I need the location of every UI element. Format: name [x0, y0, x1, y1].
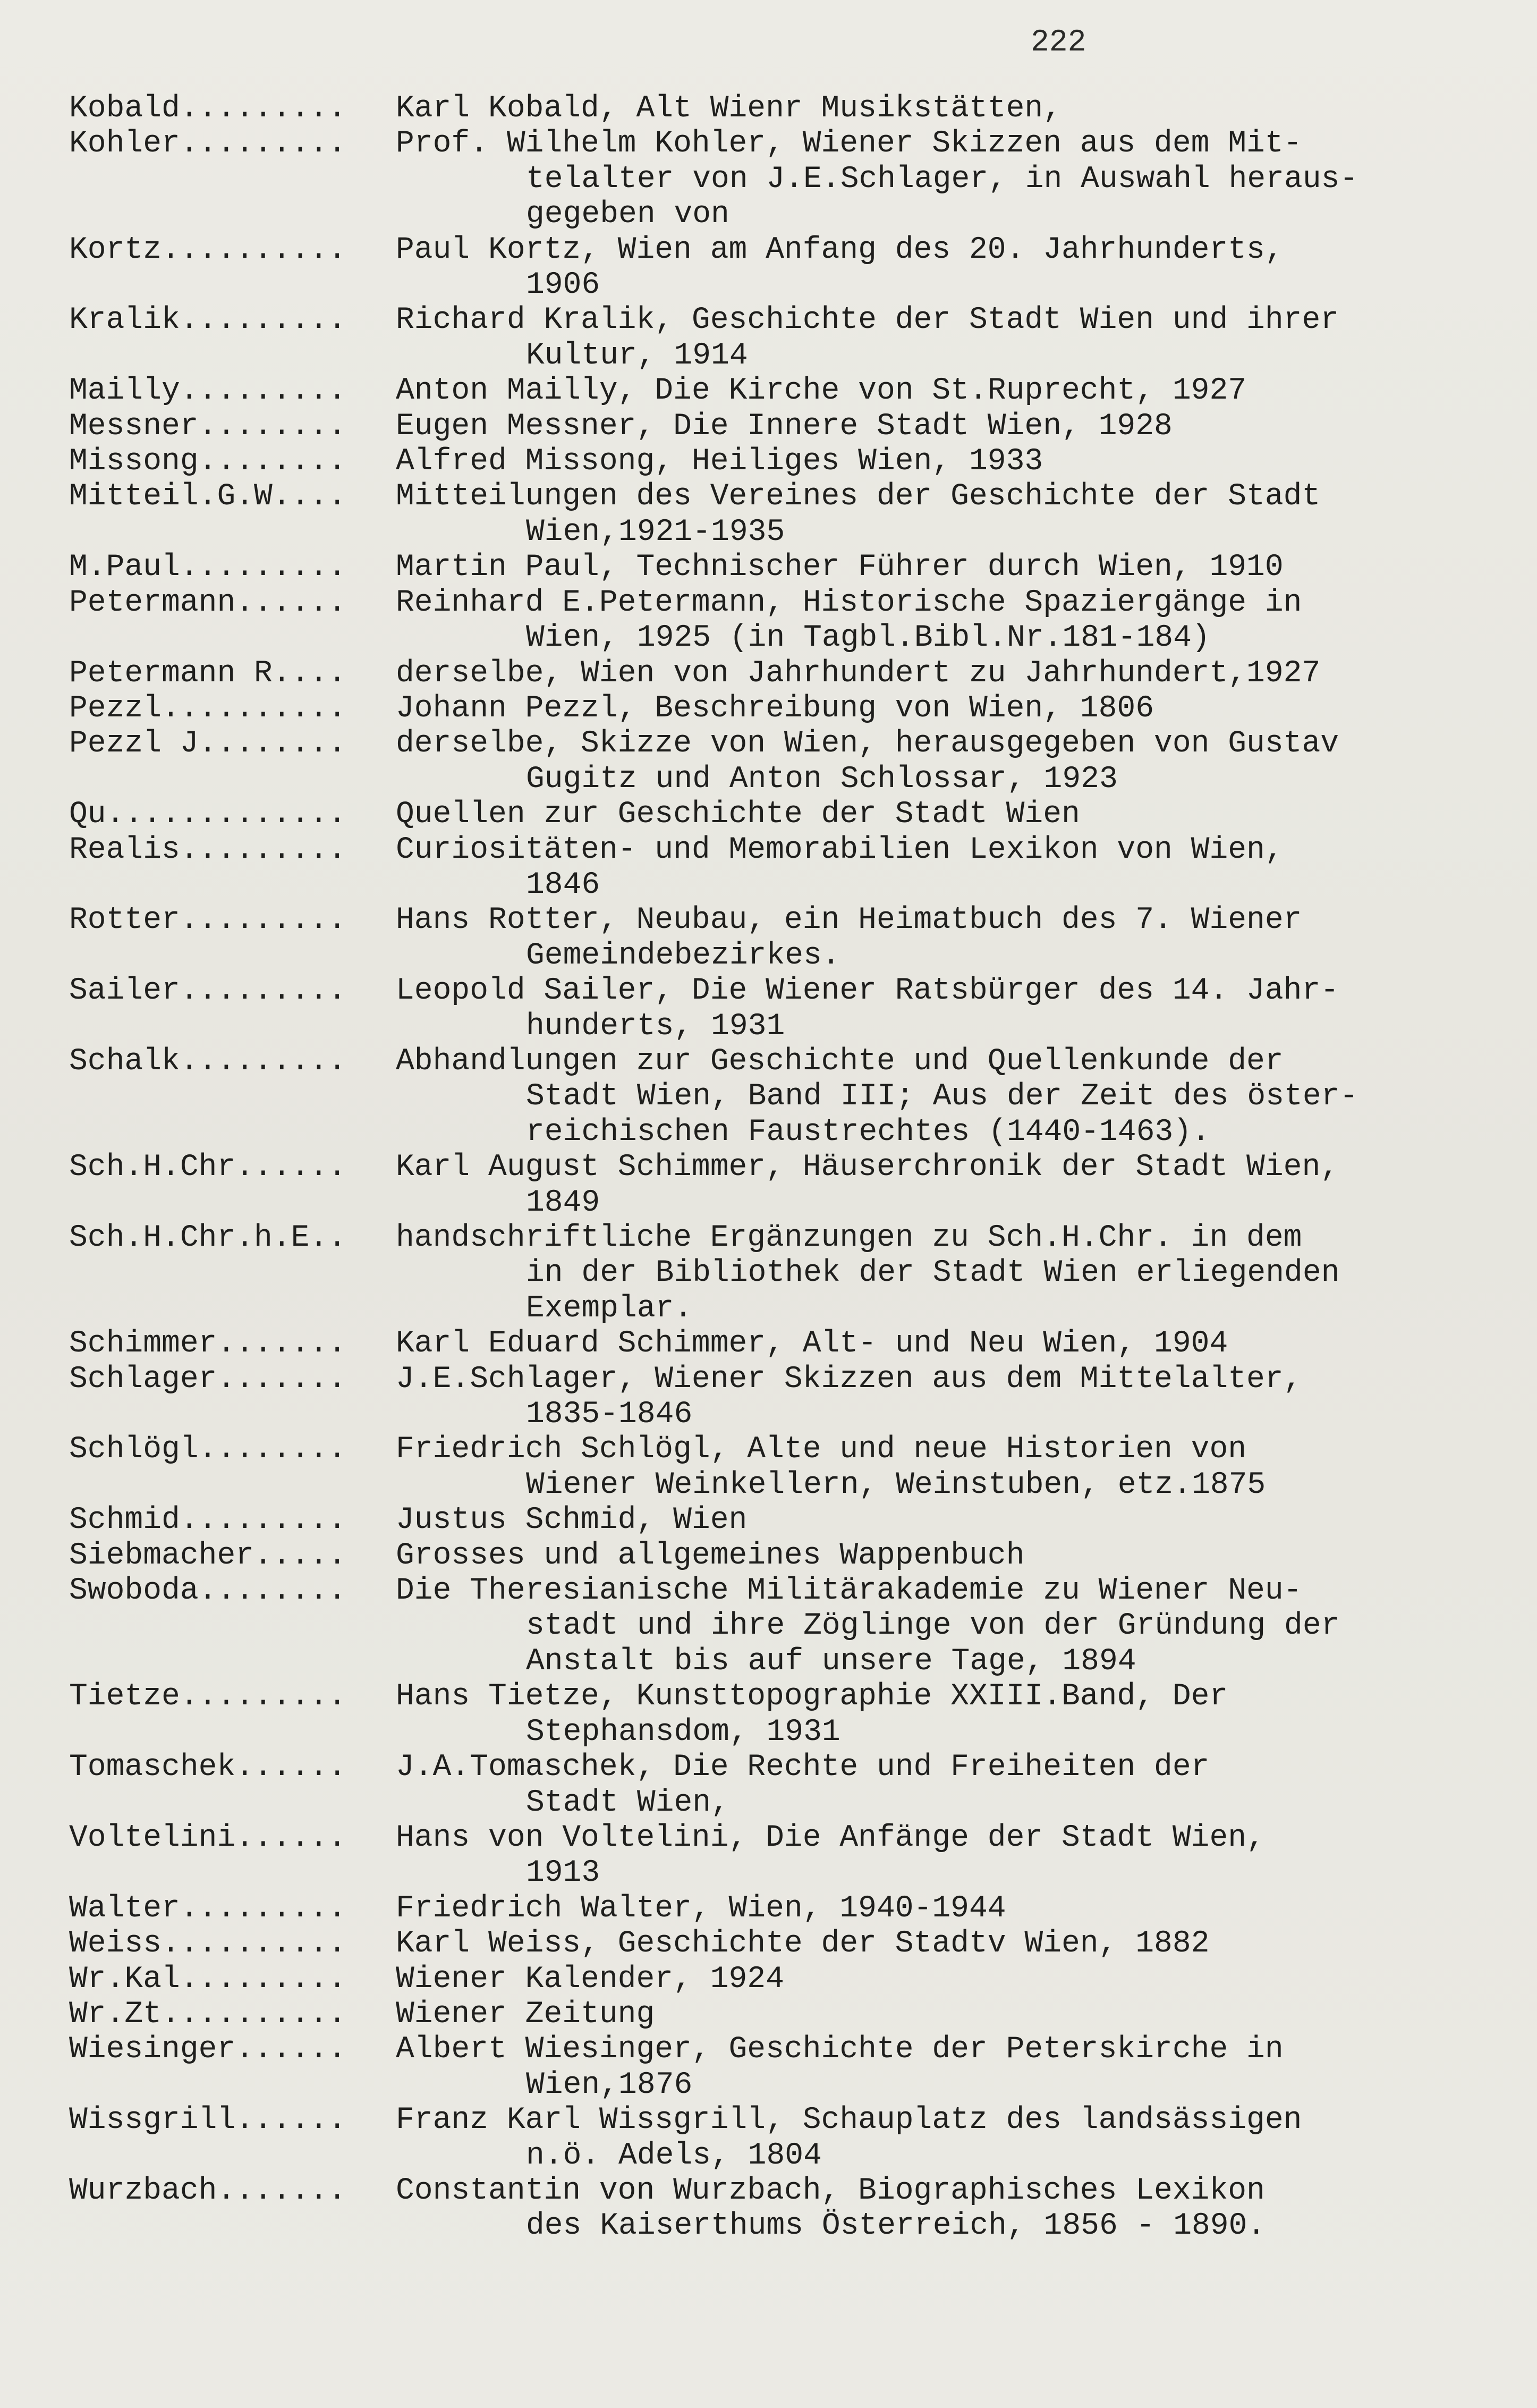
bibliography-entry — [69, 1927, 1493, 1962]
entry-description — [396, 1539, 1493, 1574]
bibliography-entry — [69, 374, 1493, 409]
entry-continuation-line: Exemplar. — [526, 1291, 693, 1326]
entry-continuation-line: des Kaiserthums Österreich, 1856 - 1890. — [526, 2209, 1266, 2244]
entry-description-line: Anton Mailly, Die Kirche von St.Ruprecht, 1927 — [396, 374, 1247, 409]
entry-continuation-line: 1906 — [526, 268, 600, 303]
bibliography-entry — [69, 1150, 1493, 1221]
bibliography-entry — [69, 126, 1493, 232]
entry-description-line: Mitteilungen des Vereines der Geschichte der Stadt — [396, 479, 1321, 514]
entry-continuation-line: Gemeindebezirkes. — [526, 938, 840, 973]
entry-abbreviation: Schimmer....... — [69, 1326, 347, 1362]
entry-description — [396, 691, 1493, 726]
entry-description — [396, 303, 1493, 374]
entry-continuation-line: hunderts, 1931 — [526, 1009, 785, 1044]
entry-description-line: Leopold Sailer, Die Wiener Ratsbürger des 14. Jahr- — [396, 974, 1339, 1009]
entry-abbreviation: Schmid......... — [69, 1503, 347, 1538]
entry-abbreviation: Tietze......... — [69, 1679, 347, 1714]
entry-abbreviation: Wurzbach....... — [69, 2173, 347, 2208]
entry-abbreviation: Qu............. — [69, 797, 347, 832]
entry-description-line: Karl Weiss, Geschichte der Stadtv Wien, 1882 — [396, 1927, 1210, 1962]
entry-abbreviation: Voltelini...... — [69, 1820, 347, 1855]
entry-description-line: Reinhard E.Petermann, Historische Spaziergänge in — [396, 585, 1302, 620]
entry-description-line: Karl August Schimmer, Häuserchronik der Stadt Wien, — [396, 1150, 1339, 1185]
entry-description — [396, 726, 1493, 797]
entry-description — [396, 2174, 1493, 2244]
entry-abbreviation: Schlager....... — [69, 1362, 347, 1397]
entry-abbreviation: Sch.H.Chr...... — [69, 1150, 347, 1185]
entry-abbreviation: Kortz.......... — [69, 232, 347, 267]
entry-description-line: Karl Kobald, Alt Wienr Musikstätten, — [396, 91, 1062, 126]
entry-description — [396, 444, 1493, 479]
entry-description — [396, 2032, 1493, 2103]
bibliography-entry — [69, 797, 1493, 832]
entry-description — [396, 1679, 1493, 1750]
entry-description-line: Hans Tietze, Kunsttopographie XXIII.Band, Der — [396, 1679, 1228, 1714]
bibliography-entry — [69, 233, 1493, 303]
bibliography-entry — [69, 444, 1493, 479]
entry-description — [396, 374, 1493, 409]
entry-continuation-line: Stadt Wien, Band III; Aus der Zeit des öster- — [526, 1079, 1358, 1114]
bibliography-entry — [69, 1750, 1493, 1821]
entry-abbreviation: Missong........ — [69, 444, 347, 479]
entry-abbreviation: M.Paul......... — [69, 550, 347, 585]
entry-description-line: Constantin von Wurzbach, Biographisches Lexikon — [396, 2173, 1265, 2208]
entry-abbreviation: Messner........ — [69, 409, 347, 444]
entry-description-line: Johann Pezzl, Beschreibung von Wien, 1806 — [396, 691, 1154, 726]
entry-abbreviation: Realis......... — [69, 832, 347, 867]
entry-description — [396, 233, 1493, 303]
entry-description-line: Albert Wiesinger, Geschichte der Peterskirche in — [396, 2032, 1284, 2067]
entry-continuation-line: Kultur, 1914 — [526, 338, 748, 373]
bibliography-entry — [69, 1997, 1493, 2032]
bibliography-entry — [69, 1962, 1493, 1997]
bibliography-entry — [69, 91, 1493, 126]
entry-description — [396, 1927, 1493, 1962]
entry-description — [396, 656, 1493, 691]
entry-description — [396, 797, 1493, 832]
entry-description-line: Quellen zur Geschichte der Stadt Wien — [396, 797, 1080, 832]
entry-abbreviation: Schalk......... — [69, 1044, 347, 1079]
entry-description — [396, 1326, 1493, 1362]
entry-continuation-line: Stephansdom, 1931 — [526, 1714, 840, 1750]
bibliography-entry — [69, 2032, 1493, 2103]
page-number: 222 — [1031, 26, 1086, 60]
bibliography-entry — [69, 1539, 1493, 1574]
entry-continuation-line: gegeben von — [526, 197, 729, 232]
entry-continuation-line: 1849 — [526, 1185, 600, 1220]
bibliography-entry — [69, 833, 1493, 903]
entry-continuation-line: telalter von J.E.Schlager, in Auswahl heraus- — [526, 162, 1358, 197]
entry-description — [396, 1221, 1493, 1326]
entry-abbreviation: Weiss.......... — [69, 1927, 347, 1962]
entry-continuation-line: 1835-1846 — [526, 1397, 693, 1432]
entry-description-line: Die Theresianische Militärakademie zu Wiener Neu- — [396, 1574, 1302, 1609]
bibliography-entry — [69, 1574, 1493, 1679]
entry-continuation-line: Wiener Weinkellern, Weinstuben, etz.1875 — [526, 1467, 1266, 1502]
entry-continuation-line: stadt und ihre Zöglinge von der Gründung der — [526, 1609, 1340, 1644]
bibliography-entry — [69, 1044, 1493, 1150]
entry-description-line: Wiener Kalender, 1924 — [396, 1962, 784, 1997]
entry-continuation-line: in der Bibliothek der Stadt Wien erliegenden — [526, 1256, 1340, 1291]
bibliography-entry — [69, 903, 1493, 974]
bibliography-entry — [69, 1891, 1493, 1927]
entry-description-line: handschriftliche Ergänzungen zu Sch.H.Chr. in dem — [396, 1221, 1302, 1255]
entry-abbreviation: Schlögl........ — [69, 1432, 347, 1467]
bibliography-entry — [69, 726, 1493, 797]
entry-description-line: Martin Paul, Technischer Führer durch Wien, 1910 — [396, 550, 1284, 585]
entry-continuation-line: Wien,1921-1935 — [526, 514, 785, 550]
entry-abbreviation: Pezzl.......... — [69, 691, 347, 726]
entry-description — [396, 1821, 1493, 1891]
bibliography-entry — [69, 1432, 1493, 1503]
entry-continuation-line: Wien, 1925 (in Tagbl.Bibl.Nr.181-184) — [526, 621, 1210, 656]
bibliography-entry — [69, 2174, 1493, 2244]
entry-description — [396, 409, 1493, 444]
bibliography-entry — [69, 691, 1493, 726]
bibliography-entry — [69, 1821, 1493, 1891]
entry-description-line: Paul Kortz, Wien am Anfang des 20. Jahrhunderts, — [396, 232, 1284, 267]
entry-description-line: Curiositäten- und Memorabilien Lexikon von Wien, — [396, 832, 1284, 867]
entry-abbreviation: Swoboda........ — [69, 1574, 347, 1609]
entry-description-line: derselbe, Wien von Jahrhundert zu Jahrhundert,1927 — [396, 656, 1321, 691]
bibliography-list — [69, 91, 1493, 2244]
entry-description-line: Richard Kralik, Geschichte der Stadt Wien und ihrer — [396, 303, 1339, 338]
entry-abbreviation: Pezzl J........ — [69, 726, 347, 762]
entry-abbreviation: Wissgrill...... — [69, 2103, 347, 2138]
entry-abbreviation: Rotter......... — [69, 903, 347, 938]
entry-continuation-line: 1913 — [526, 1856, 600, 1891]
entry-abbreviation: Petermann...... — [69, 585, 347, 620]
entry-description-line: Hans von Voltelini, Die Anfänge der Stadt Wien, — [396, 1820, 1265, 1855]
bibliography-entry — [69, 303, 1493, 374]
entry-abbreviation: Mailly......... — [69, 374, 347, 409]
entry-description — [396, 91, 1493, 126]
entry-description — [396, 1574, 1493, 1679]
entry-description-line: J.A.Tomaschek, Die Rechte und Freiheiten der — [396, 1750, 1210, 1785]
entry-description-line: Karl Eduard Schimmer, Alt- und Neu Wien, 1904 — [396, 1326, 1228, 1362]
entry-description — [396, 1362, 1493, 1433]
entry-description — [396, 1432, 1493, 1503]
bibliography-entry — [69, 550, 1493, 585]
bibliography-entry — [69, 586, 1493, 656]
entry-abbreviation: Wr.Kal......... — [69, 1962, 347, 1997]
bibliography-entry — [69, 1362, 1493, 1433]
entry-abbreviation: Kralik......... — [69, 303, 347, 338]
entry-continuation-line: 1846 — [526, 867, 600, 902]
entry-abbreviation: Sch.H.Chr.h.E.. — [69, 1221, 347, 1255]
bibliography-entry — [69, 1679, 1493, 1750]
entry-description — [396, 1044, 1493, 1150]
entry-description — [396, 126, 1493, 232]
bibliography-entry — [69, 1221, 1493, 1326]
entry-description-line: Prof. Wilhelm Kohler, Wiener Skizzen aus dem Mit- — [396, 126, 1302, 162]
entry-continuation-line: Gugitz und Anton Schlossar, 1923 — [526, 762, 1118, 797]
entry-description — [396, 479, 1493, 550]
entry-description-line: J.E.Schlager, Wiener Skizzen aus dem Mittelalter, — [396, 1362, 1302, 1397]
entry-description-line: derselbe, Skizze von Wien, herausgegeben von Gustav — [396, 726, 1339, 762]
entry-description — [396, 1750, 1493, 1821]
entry-description-line: Friedrich Walter, Wien, 1940-1944 — [396, 1891, 1006, 1926]
entry-continuation-line: Wien,1876 — [526, 2067, 693, 2102]
entry-description — [396, 1150, 1493, 1221]
entry-description — [396, 1997, 1493, 2032]
bibliography-entry — [69, 1503, 1493, 1538]
entry-abbreviation: Sailer......... — [69, 974, 347, 1009]
entry-description-line: Alfred Missong, Heiliges Wien, 1933 — [396, 444, 1043, 479]
bibliography-entry — [69, 974, 1493, 1044]
entry-continuation-line: reichischen Faustrechtes (1440-1463). — [526, 1114, 1210, 1150]
bibliography-entry — [69, 409, 1493, 444]
entry-description — [396, 586, 1493, 656]
entry-abbreviation: Mitteil.G.W.... — [69, 479, 347, 514]
entry-description-line: Grosses und allgemeines Wappenbuch — [396, 1538, 1025, 1573]
entry-continuation-line: Anstalt bis auf unsere Tage, 1894 — [526, 1644, 1136, 1679]
bibliography-entry — [69, 1326, 1493, 1362]
entry-abbreviation: Tomaschek...... — [69, 1750, 347, 1785]
entry-continuation-line: Stadt Wien, — [526, 1785, 729, 1820]
entry-description — [396, 1962, 1493, 1997]
entry-continuation-line: n.ö. Adels, 1804 — [526, 2138, 822, 2173]
entry-description — [396, 2103, 1493, 2174]
bibliography-entry — [69, 479, 1493, 550]
entry-description — [396, 550, 1493, 585]
entry-abbreviation: Petermann R.... — [69, 656, 347, 691]
entry-abbreviation: Walter......... — [69, 1891, 347, 1926]
entry-description-line: Friedrich Schlögl, Alte und neue Historien von — [396, 1432, 1247, 1467]
entry-description-line: Wiener Zeitung — [396, 1997, 655, 2032]
entry-description — [396, 1891, 1493, 1927]
entry-description — [396, 903, 1493, 974]
entry-description-line: Abhandlungen zur Geschichte und Quellenkunde der — [396, 1044, 1284, 1079]
entry-description — [396, 1503, 1493, 1538]
entry-description-line: Eugen Messner, Die Innere Stadt Wien, 1928 — [396, 409, 1173, 444]
entry-description — [396, 974, 1493, 1044]
entry-abbreviation: Kobald......... — [69, 91, 347, 126]
entry-abbreviation: Wiesinger...... — [69, 2032, 347, 2067]
bibliography-entry — [69, 656, 1493, 691]
entry-description — [396, 833, 1493, 903]
entry-abbreviation: Kohler......... — [69, 126, 347, 162]
entry-abbreviation: Wr.Zt.......... — [69, 1997, 347, 2032]
entry-description-line: Hans Rotter, Neubau, ein Heimatbuch des 7. Wiener — [396, 903, 1302, 938]
bibliography-entry — [69, 2103, 1493, 2174]
entry-abbreviation: Siebmacher..... — [69, 1538, 347, 1573]
entry-description-line: Justus Schmid, Wien — [396, 1503, 748, 1538]
entry-description-line: Franz Karl Wissgrill, Schauplatz des landsässigen — [396, 2103, 1302, 2138]
